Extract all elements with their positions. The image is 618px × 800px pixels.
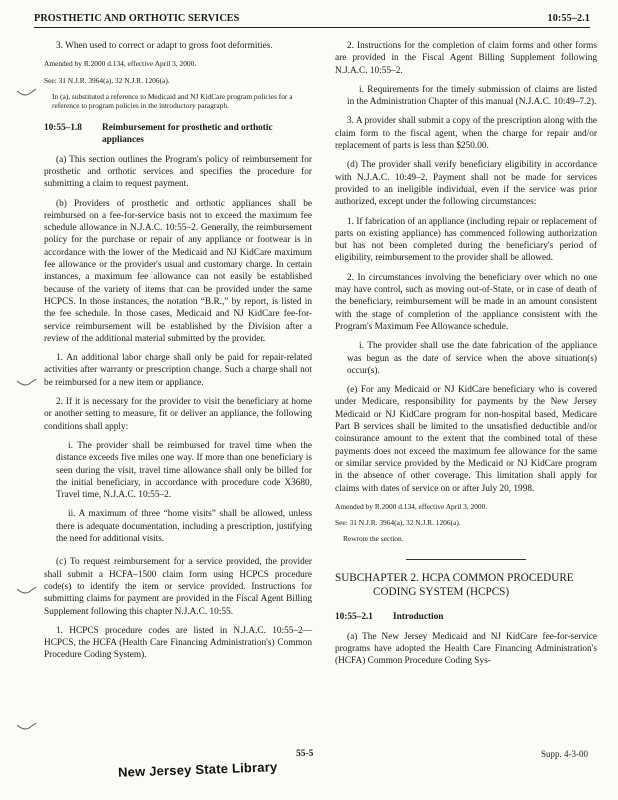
section-title: Reimbursement for prosthetic and orthotic appliances bbox=[102, 123, 273, 146]
paragraph-d-1: 1. If fabrication of an appliance (including repair or replacement of parts on existing appliance) has commenced following authorization but has not been completed during the beneficiary's period of eligibility, reimbursement to the provider shall be allowed. bbox=[335, 216, 597, 264]
paragraph-c-2-i: i. Requirements for the timely submission of claims are listed in the Administration Chapter of this manual (N.J.A.C. 10:49–7.2). bbox=[347, 84, 597, 108]
right-column bbox=[335, 40, 597, 675]
paragraph-b-1: 1. An additional labor charge shall only be paid for repair-related activities after warranty or prescription change. Such a charge shall not be reimbursed for a new item or appliance. bbox=[44, 353, 312, 388]
margin-check-mark bbox=[16, 586, 38, 596]
subchapter-line-2: CODING SYSTEM (HCPCS) bbox=[373, 585, 510, 598]
section-title: Introduction bbox=[393, 612, 444, 623]
supplement-date: Supp. 4-3-00 bbox=[541, 749, 588, 759]
paragraph-c-1: 1. HCPCS procedure codes are listed in N.J.A.C. 10:55–2—HCPCS, the HCFA (Health Care Financing Administration's) Common Procedure Coding System). bbox=[44, 625, 312, 661]
header-chapter-title: PROSTHETIC AND ORTHOTIC SERVICES bbox=[34, 13, 240, 24]
note-line: Amended by R.2000 d.134, effective April 3, 2000. bbox=[335, 501, 488, 511]
section-heading bbox=[335, 611, 597, 623]
paragraph-c: (c) To request reimbursement for a service provided, the provider shall submit a HCFA–1500 claim form using HCPCS procedure code(s) to identify the item or service provided. Instructions for submitting claims for payment are provided in the Fiscal Agent Billing Supplement following this chapter N.J.A.C. 10:55. bbox=[44, 557, 312, 617]
paragraph-a: (a) This section outlines the Program's policy of reimbursement for prosthetic and orthotic services and specifies the procedure for submitting a claim to request payment. bbox=[44, 154, 312, 190]
note-line: In (a), substituted a reference to Medicaid and NJ KidCare program policies for a reference to program policies in the introductory paragraph. bbox=[52, 91, 293, 110]
paragraph-item-3: 3. When used to correct or adapt to gross foot deformities. bbox=[56, 41, 273, 51]
section-number: 10:55–1.8 bbox=[44, 123, 82, 134]
subchapter-heading bbox=[335, 572, 597, 599]
margin-check-mark bbox=[16, 88, 38, 98]
margin-check-mark bbox=[16, 722, 38, 732]
section-divider bbox=[406, 559, 526, 560]
paragraph-b-2-ii: ii. A maximum of three “home visits” shall be allowed, unless there is adequate documentation, including a prescription, justifying the need for additional visits. bbox=[56, 509, 312, 545]
running-header bbox=[34, 11, 590, 28]
paragraph-e: (e) For any Medicaid or NJ KidCare beneficiary who is covered under Medicare, responsibility for payments by the New Jersey Medicaid or NJ KidCare program for non-hospital based, Medicare Part B services shall be limited to the unsatisfied deductible and/or coinsurance amount to the extent that the combined total of these payments does not exceed the maximum fee allowance for the same or similar service provided by the Medicaid or NJ KidCare program in the absence of other coverage. This limitation shall apply for claims with dates of service on or after July 20, 1998. bbox=[335, 385, 597, 494]
subchapter-line-1: SUBCHAPTER 2. HCPA COMMON PROCEDURE bbox=[335, 572, 574, 585]
library-stamp: New Jersey State Library bbox=[117, 759, 278, 780]
page-number: 55-5 bbox=[296, 749, 314, 759]
left-column bbox=[44, 40, 312, 669]
note-line: See: 31 N.J.R. 3964(a), 32 N.J.R. 1206(a). bbox=[335, 518, 461, 527]
paragraph-c-2: 2. Instructions for the completion of claim forms and other forms are provided in the Fiscal Agent Billing Supplement following N.J.A.C. 10:55–2. bbox=[335, 41, 597, 76]
amendment-notes bbox=[44, 59, 312, 110]
paragraph-d: (d) The provider shall verify beneficiary eligibility in accordance with N.J.A.C. 10:49–2. Payment shall not be made for services provided to an ineligible individual, even if the service was prior authorized, except under the following circumstances: bbox=[335, 160, 597, 208]
section-number: 10:55–2.1 bbox=[335, 612, 373, 623]
note-line: Rewrote the section. bbox=[343, 534, 404, 544]
section-heading bbox=[44, 122, 312, 147]
paragraph-b: (b) Providers of prosthetic and orthotic appliances shall be reimbursed on a fee-for-service basis not to exceed the maximum fee schedule allowance in N.J.A.C. 10:55–2. Generally, the reimbursement policy for the purchase or repair of any appliance or footwear is in accordance with the lower of the Medicaid and NJ KidCare maximum fee allowance or the provider's usual and customary charge. In certain instances, a maximum fee allowance can not easily be established because of the variety of items that can be provided under the same HCPCS. In those instances, the notation “B.R.,” by report, is listed in the fee schedule. In those cases, Medicaid and NJ KidCare fee-for-service reimbursement will be established by the Division after a review of the additional material submitted by the provider. bbox=[44, 198, 312, 344]
paragraph-c-3: 3. A provider shall submit a copy of the prescription along with the claim form to the fiscal agent, when the charge for repair and/or replacement of parts is less than $250.00. bbox=[335, 116, 597, 152]
paragraph-b-2-i: i. The provider shall be reimbursed for travel time when the distance exceeds five miles one way. If more than one beneficiary is seen during the visit, travel time allowance shall only be billed for the initial beneficiary, in accordance with procedure code X3680, Travel time, N.J.A.C. 10:55–2. bbox=[56, 440, 312, 501]
note-line: See: 31 N.J.R. 3964(a), 32 N.J.R. 1206(a). bbox=[44, 75, 170, 85]
margin-check-mark bbox=[16, 378, 38, 388]
note-line: Amended by R.2000 d.134, effective April 3, 2000. bbox=[44, 59, 197, 69]
amendment-notes bbox=[335, 502, 597, 544]
paragraph-2-a: (a) The New Jersey Medicaid and NJ KidCare fee-for-service programs have adopted the Health Care Financing Administration's (HCFA) Common Procedure Coding Sys- bbox=[335, 631, 597, 667]
paragraph-d-2-i: i. The provider shall use the date fabrication of the appliance was begun as the date of service when the above situation(s) occur(s). bbox=[347, 341, 597, 376]
paragraph-b-2: 2. If it is necessary for the provider to visit the beneficiary at home or another setting to measure, fit or deliver an appliance, the following conditions shall apply: bbox=[44, 397, 312, 432]
paragraph-d-2: 2. In circumstances involving the beneficiary over which no one may have control, such as moving out-of-State, or in case of death of the beneficiary, reimbursement will be made in an amount consistent with the stage of completion of the appliance consistent with the Program's Maximum Fee Allowance schedule. bbox=[335, 272, 597, 332]
header-section-code: 10:55–2.1 bbox=[547, 13, 590, 24]
